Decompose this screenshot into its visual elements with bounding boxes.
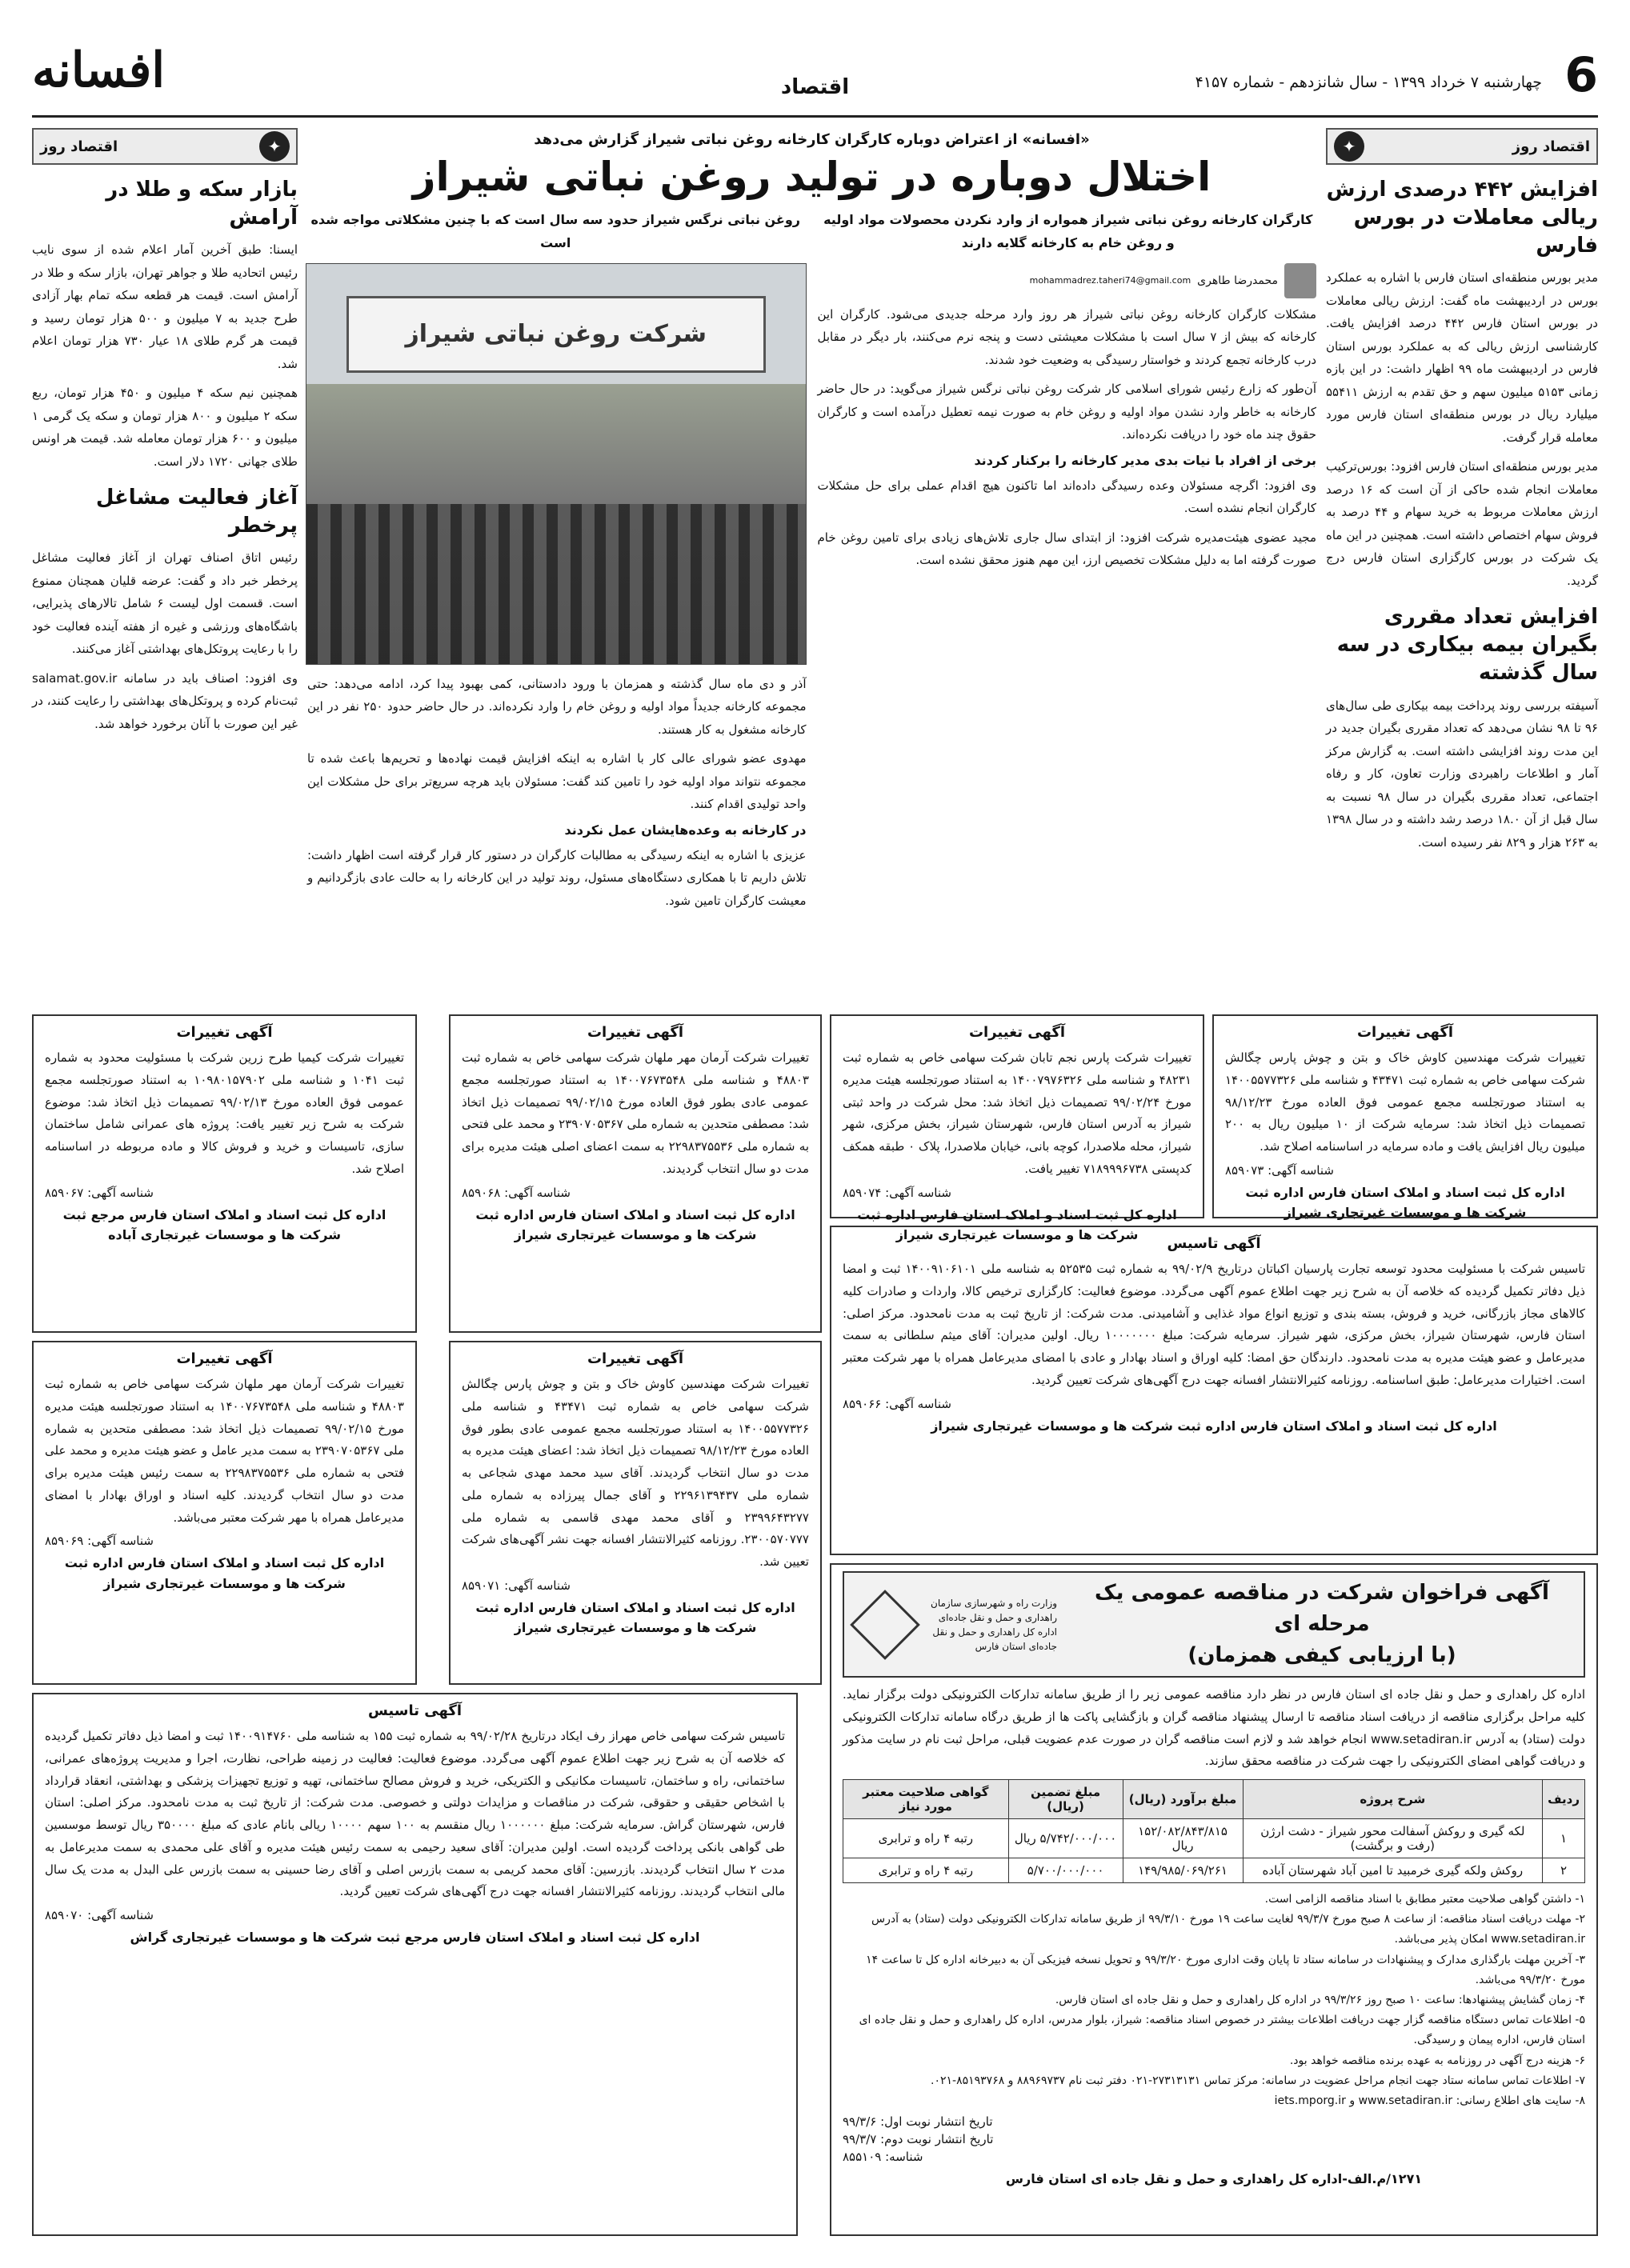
story-title: آغاز فعالیت مشاغل پرخطر	[95, 486, 298, 538]
list-item: ۸- سایت های اطلاع رسانی: www.setadiran.ir و iets.mporg.ir	[1274, 2094, 1585, 2107]
story-paragraph: مهدوی عضو شورای عالی کار با اشاره به اینکه افزایش قیمت نهاده‌ها و تحریم‌ها باعث شده تا مجموعه نتواند مواد اولیه خود را تامین کند گفت: مسئولان باید هرچه سریع‌تر برای حل مشکلات این واحد تولیدی اقدام کنند.	[307, 751, 807, 812]
column-header: مبلغ برآورد (ریال)	[1123, 1780, 1243, 1819]
main-story	[307, 128, 1316, 1004]
story-title: افزایش تعداد مقرری بگیران بیمه بیکاری در سه سال گذشته	[1336, 605, 1598, 686]
table-cell: ۱	[1543, 1819, 1585, 1858]
story-kicker: «افسانه» از اعتراض دوباره کارگران کارخانه روغن نباتی شیراز گزارش می‌دهد	[534, 131, 1090, 148]
founding-notice	[830, 1226, 1598, 1555]
tender-title-line: (با ارزیابی کیفی همزمان)	[1187, 1643, 1456, 1667]
notice-body: تاسیس شرکت سهامی خاص مهراز رف ایکاد درتاریخ ۹۹/۰۲/۲۸ به شماره ثبت ۱۵۵ به شناسه ملی ۱۴۰۰۹۱۴۷۶۰ ثبت و امضا ذیل دفاتر تکمیل گردیده که خلاصه آن به شرح زیر جهت اطلاع عموم آگهی می‌گردد. موضوع فعالیت: فعالیت در زمینه طراحی، نظارت، اجرا و مدیریت پروژه‌های عمرانی، ساختمانی، راه و ساختمان، تاسیسات مکانیکی و الکتریکی، خرید و فروش مصالح ساختمانی، تهیه و توزیع تجهیزات پزشکی و بهداشتی، انعقاد قرارداد با اشخاص حقیقی و حقوقی، شرکت در مناقصات و مزایدات دولتی و خصوصی. مدت شرکت: از تاریخ ثبت به مدت نامحدود. مرکز اصلی: استان فارس، شهرستان گراش. سرمایه شرکت: مبلغ ۱۰۰۰۰۰۰ ریال منقسم به ۱۰۰ سهم ۱۰۰۰۰ ریالی بانام عادی که مبلغ ۳۵۰۰۰۰ ریال توسط موسسین طی گواهی بانکی پرداخت گردیده است. اولین مدیران: آقای سعید رحیمی به سمت رئیس هیئت مدیره و آقای علی محمدی به سمت مدیرعامل به مدت ۲ سال انتخاب گردیدند. بازرسین: آقای محمد کریمی به سمت بازرس اصلی و آقای رضا حسینی به سمت بازرس علی البدل به مدت یک سال مالی انتخاب گردیدند. روزنامه کثیرالانتشار افسانه جهت درج آگهی‌های شرکت تعیین گردید.	[45, 1729, 786, 1899]
notice-title: آگهی تاسیس	[1167, 1235, 1261, 1252]
table-cell: ۵/۷۴۲/۰۰۰/۰۰۰ ریال	[1008, 1819, 1123, 1858]
story-paragraph: رئیس اتاق اصناف تهران از آغاز فعالیت مشاغل پرخطر خبر داد و گفت: عرضه قلیان همچنان ممنوع است. قسمت اول لیست ۶ شامل تالارهای پذیرایی، باشگاه‌های ورزشی و غیره از هفته آینده فعالیت خود را با رعایت پروتکل‌های بهداشتی آغاز می‌کنند.	[32, 550, 298, 657]
story-paragraph: مجید عضوی هیئت‌مدیره شرکت افزود: از ابتدای سال جاری تلاش‌های زیادی برای تامین روغن خام صورت گرفته اما به دلیل مشکلات تخصیص ارز، این مهم هنوز محقق نشده است.	[817, 530, 1316, 568]
workers-crowd	[306, 504, 806, 664]
table-header-row	[843, 1780, 1585, 1819]
story-paragraph: ایسنا: طبق آخرین آمار اعلام شده از سوی نایب رئیس اتحادیه طلا و جواهر تهران، بازار سکه و طلا در آرامش است. قیمت هر قطعه سکه تمام بهار آزادی طرح جدید به ۷ میلیون و ۵۰۰ هزار تومان رسید و قیمت هر گرم طلای ۱۸ عیار ۷۳۰ هزار تومان اعلام شد.	[32, 242, 298, 371]
author-avatar	[1284, 263, 1316, 298]
notice-code: شناسه: ۸۵۵۱۰۹	[843, 2150, 923, 2165]
legal-notice	[32, 1014, 417, 1333]
ministry-logo-icon	[850, 1590, 920, 1660]
notice-body: تغییرات شرکت مهندسین کاوش خاک و بتن و چوش پارس چگالش شرکت سهامی خاص به شماره ثبت ۴۳۴۷۱ و شناسه ملی ۱۴۰۰۵۵۷۷۳۲۶ به استناد صورتجلسه مجمع عمومی عادی بطور فوق العاده مورخ ۹۸/۱۲/۲۳ تصمیمات ذیل اتخاذ شد: اعضای هیئت مدیره به مدت دو سال انتخاب گردیدند. آقای سید محمد مهدی شجاعی به شماره ملی ۲۲۹۶۱۳۹۴۳۷ و آقای جمال پیرزاده به شماره ملی ۲۳۹۹۶۴۳۲۷۷ و آقای محمد مهدی قاسمی به شماره ملی ۲۳۰۰۵۷۰۷۷۷. روزنامه کثیرالانتشار افسانه جهت نشر آگهی‌های شرکت تعیین شد.	[462, 1377, 810, 1569]
story-paragraph: مشکلات کارگران کارخانه روغن نباتی شیراز هر روز وارد مرحله جدیدی می‌شود. کارگران این کارخانه که بیش از ۷ سال است با مشکلات معیشتی دست و پنجه نرم می‌کنند، بار دیگر در مقابل درب کارخانه تجمع کردند و خواستار رسیدگی به وضعیت خود شدند.	[817, 306, 1316, 367]
tender-table	[843, 1779, 1585, 1883]
table-cell: ۲	[1543, 1858, 1585, 1883]
story-paragraph: وی افزود: اگرچه مسئولان وعده رسیدگی داده‌اند اما تاکنون هیچ اقدام عملی برای حل مشکلات کارگران انجام نشده است.	[817, 478, 1316, 516]
notice-code: شناسه آگهی: ۸۵۹۰۶۷	[45, 1185, 154, 1200]
masthead	[32, 42, 1598, 118]
column-header: گواهی صلاحیت معتبر مورد نیاز	[843, 1780, 1009, 1819]
publish-date: تاریخ انتشار نوبت اول: ۹۹/۳/۶	[843, 2114, 993, 2130]
column-header	[32, 128, 298, 165]
table-cell: ۵/۷۰۰/۰۰۰/۰۰۰	[1008, 1858, 1123, 1883]
notice-code: شناسه آگهی: ۸۵۹۰۷۳	[1225, 1162, 1334, 1178]
table-cell: روکش ولکه گیری خرمبید تا امین آباد شهرستان آباده	[1243, 1858, 1543, 1883]
notice-footer: اداره کل ثبت اسناد و املاک استان فارس مرجع ثبت شرکت ها و موسسات غیرتجاری آباده	[62, 1206, 386, 1243]
story-body	[307, 263, 1316, 919]
story-text-column	[307, 263, 807, 919]
column-header: شرح پروژه	[1243, 1780, 1543, 1819]
notice-code: شناسه آگهی: ۸۵۹۰۶۶	[843, 1396, 951, 1411]
left-news-column	[32, 128, 298, 1004]
tender-notes	[843, 1890, 1585, 2111]
legal-notice	[449, 1341, 822, 1685]
author-name: محمدرضا طاهری	[1197, 274, 1278, 287]
section-badge-icon: ✦	[1334, 131, 1364, 162]
column-header: ردیف	[1543, 1780, 1585, 1819]
list-item: ۴- زمان گشایش پیشنهادها: ساعت ۱۰ صبح روز ۹۹/۳/۲۶ در اداره کل راهداری و حمل و نقل جاده ای استان فارس.	[1055, 1993, 1585, 2006]
notice-title: آگهی تغییرات	[587, 1024, 684, 1041]
story-paragraph: مدیر بورس منطقه‌ای استان فارس با اشاره به عملکرد بورس در اردیبهشت ماه گفت: ارزش ریالی معاملات در بورس استان فارس ۴۴۲ درصد افزایش یافت. کارشناسی ارزش ریالی که به عملکرد بورس استان فارس در اردیبهشت ماه ۹۹ اظهار داشت: در این بازه زمانی ۵۱۵۳ میلیون سهم و حق تقدم به ارزش ۵۵۴۱۱ میلیارد ریال در بورس منطقه‌ای استان فارس مورد معامله قرار گرفت.	[1326, 270, 1599, 445]
story-paragraph: آسیفته بررسی روند پرداخت بیمه بیکاری طی سال‌های ۹۶ تا ۹۸ نشان می‌دهد که تعداد مقرری بگیران جدید در این مدت روند افزایشی داشته است. به گزارش مرکز آمار و اطلاعات راهبردی وزارت تعاون، کار و رفاه اجتماعی، تعداد مقرری بگیران در سال ۹۸ نسبت به سال قبل از آن ۱۸.۰ درصد رشد داشته و در سال ۱۳۹۸ به ۲۶۳ هزار و ۸۲۹ نفر رسیده است.	[1326, 698, 1598, 850]
legal-notice	[449, 1014, 822, 1333]
notice-footer: اداره کل ثبت اسناد و املاک استان فارس اداره ثبت شرکت ها و موسسات غیرتجاری شیراز	[931, 1418, 1497, 1434]
story-paragraph: همچنین نیم سکه ۴ میلیون و ۴۵۰ هزار تومان، ربع سکه ۲ میلیون و ۸۰۰ هزار تومان و سکه یک گرمی ۱ میلیون و ۶۰۰ هزار تومان معامله شد. قیمت هر اونس طلای جهانی ۱۷۲۰ دلار است.	[32, 386, 298, 469]
story-paragraph: مدیر بورس منطقه‌ای استان فارس افزود: بورس‌ترکیب معاملات انجام شده حاکی از آن است که ۱۶ درصد ارزش معاملات مربوط به خرید سهام و ۴۴ درصد به فروش سهام اختصاص داشته است. همچنین در این ماه یک شرکت در بورس کارگزاری استان فارس درج گردید.	[1326, 459, 1599, 588]
legal-notice	[32, 1341, 417, 1685]
newspaper-logo: افسانه	[32, 42, 166, 98]
story-leads	[307, 209, 1316, 263]
notice-footer: اداره کل ثبت اسناد و املاک استان فارس اداره ثبت شرکت ها و موسسات غیرتجاری شیراز	[1245, 1184, 1565, 1221]
notice-title: آگهی تاسیس	[367, 1702, 462, 1719]
notice-body: تغییرات شرکت کیمیا طرح زرین شرکت با مسئولیت محدود به شماره ثبت ۱۰۴۱ و شناسه ملی ۱۰۹۸۰۱۵۷۹۰۲ به استناد صورتجلسه مجمع عمومی فوق العاده مورخ ۹۹/۰۲/۱۳ تصمیمات ذیل اتخاذ شد: موضوع شرکت به شرح زیر تغییر یافت: پروژه های عمرانی شامل ساختمان سازی، تاسیسات و خرید و فروش کالا و ماده مربوطه در اساسنامه اصلاح شد.	[45, 1050, 404, 1176]
story-subhead: برخی از افراد با نیات بدی مدیر کارخانه را برکنار کردند	[974, 452, 1316, 468]
notice-footer: اداره کل ثبت اسناد و املاک استان فارس اداره ثبت شرکت ها و موسسات غیرتجاری شیراز	[64, 1555, 385, 1591]
notice-title: آگهی تغییرات	[968, 1024, 1066, 1041]
notice-title: آگهی تغییرات	[587, 1350, 684, 1367]
story-paragraph: آن‌طور که زارع رئیس شورای اسلامی کار شرکت روغن نباتی نرگس شیراز می‌گوید: در حال حاضر کارخانه به خاطر وارد نشدن مواد اولیه و روغن خام به صورت نیمه تعطیل درآمده است و کارگران حقوق چند ماه خود را دریافت نکرده‌اند.	[817, 382, 1316, 442]
table-row	[843, 1819, 1585, 1858]
story-lead: کارگران کارخانه روغن نباتی شیراز همواره از وارد نکردن محصولات مواد اولیه و روغن خام به کارخانه گلایه دارند	[823, 212, 1313, 250]
list-item: ۱- داشتن گواهی صلاحیت معتبر مطابق با اسناد مناقصه الزامی است.	[1264, 1893, 1585, 1906]
legal-notice	[1212, 1014, 1598, 1221]
founding-notice	[32, 1693, 798, 2236]
date-line: چهارشنبه ۷ خرداد ۱۳۹۹ - سال شانزدهم - شماره ۴۱۵۷	[1195, 74, 1542, 91]
factory-protest-photo	[306, 263, 807, 665]
notice-title: آگهی تغییرات	[176, 1024, 273, 1041]
byline	[818, 263, 1317, 298]
factory-sign: شرکت روغن نباتی شیراز	[346, 296, 766, 373]
story-text-column	[818, 263, 1317, 919]
notice-body: تغییرات شرکت آرمان مهر ملهان شرکت سهامی خاص به شماره ثبت ۴۸۸۰۳ و شناسه ملی ۱۴۰۰۷۶۷۳۵۴۸ به استناد صورتجلسه هیئت مدیره مورخ ۹۹/۰۲/۱۵ تصمیمات ذیل اتخاذ شد: مصطفی متحدین به شماره ملی ۲۳۹۰۷۰۵۳۶۷ به سمت مدیر عامل و عضو هیئت مدیره و محمد علی فتحی به شماره ملی ۲۲۹۸۳۷۵۵۳۶ به سمت رئیس هیئت مدیره برای مدت دو سال انتخاب گردیدند. کلیه اسناد و اوراق بهادار با امضای مدیرعامل همراه با مهر شرکت معتبر می‌باشد.	[45, 1377, 405, 1525]
notice-code: شناسه آگهی: ۸۵۹۰۷۰	[45, 1908, 154, 1922]
section-badge-icon: ✦	[259, 131, 290, 162]
story-subhead: در کارخانه به وعده‌هایشان عمل نکردند	[564, 822, 807, 838]
story-headline: اختلال دوباره در تولید روغن نباتی شیراز	[412, 154, 1211, 200]
notice-code: شناسه آگهی: ۸۵۹۰۷۱	[462, 1578, 571, 1593]
tender-header	[843, 1571, 1585, 1678]
story-lead: روغن نباتی نرگس شیراز حدود سه سال است که با چنین مشکلاتی مواجه شده است	[310, 212, 800, 250]
column-header: مبلغ تضمین (ریال)	[1008, 1780, 1123, 1819]
notice-code: شناسه آگهی: ۸۵۹۰۶۸	[462, 1185, 571, 1200]
list-item: ۶- هزینه درج آگهی در روزنامه به عهده برنده مناقصه خواهد بود.	[1289, 2054, 1585, 2067]
legal-notice	[830, 1014, 1204, 1243]
list-item: ۷- اطلاعات تماس سامانه ستاد جهت انجام مراحل عضویت در سامانه: مرکز تماس ۲۷۳۱۳۱۳۱-۰۲۱ دفتر ثبت نام ۸۸۹۶۹۷۳۷ و ۸۵۱۹۳۷۶۸-۰۲۱.	[931, 2074, 1585, 2087]
list-item: ۳- آخرین مهلت بارگذاری مدارک و پیشنهادات در سامانه ستاد تا پایان وقت اداری مورخ ۹۹/۳/۲۰ و تحویل نسخه فیزیکی آن به دبیرخانه اداره کل تا ساعت ۱۴ مورخ ۹۹/۳/۲۰ می‌باشد.	[866, 1953, 1585, 1986]
notice-title: آگهی تغییرات	[1356, 1024, 1454, 1041]
list-item: ۵- اطلاعات تماس دستگاه مناقصه گزار جهت دریافت اطلاعات بیشتر در خصوص اسناد مناقصه: شیراز، بلوار مدرس، اداره کل راهداری و حمل و نقل جاده ای استان فارس، اداره پیمان و رسیدگی.	[859, 2014, 1585, 2047]
notice-code: شناسه آگهی: ۸۵۹۰۶۹	[45, 1534, 154, 1549]
publish-date: تاریخ انتشار نوبت دوم: ۹۹/۳/۷	[843, 2132, 994, 2147]
notice-title: آگهی تغییرات	[176, 1350, 273, 1367]
story-title: بازار سکه و طلا در آرامش	[106, 178, 298, 230]
tender-intro: اداره کل راهداری و حمل و نقل جاده ای استان فارس در نظر دارد مناقصه عمومی زیر را از طریق سامانه تدارکات الکترونیکی دولت برگزار نماید. کلیه مراحل برگزاری مناقصه از دریافت اسناد مناقصه تا ارسال پیشنهاد مناقصه گران و بازگشایی پاکت ها از طریق درگاه سامانه تدارکات الکترونیکی دولت (ستاد) به آدرس www.setadiran.ir انجام خواهد شد و لازم است مناقصه گران در صورت عدم عضویت قبلی، مراحل ثبت نام در سایت مذکور و دریافت گواهی امضای الکترونیکی را جهت شرکت در مناقصه محقق سازند.	[843, 1687, 1585, 1769]
notice-body: تغییرات شرکت آرمان مهر ملهان شرکت سهامی خاص به شماره ثبت ۴۸۸۰۳ و شناسه ملی ۱۴۰۰۷۶۷۳۵۴۸ به استناد صورتجلسه مجمع عمومی عادی بطور فوق العاده مورخ ۹۹/۰۲/۱۵ تصمیمات ذیل اتخاذ شد: مصطفی متحدین به شماره ملی ۲۳۹۰۷۰۵۳۶۷ و محمد علی فتحی به شماره ملی ۲۲۹۸۳۷۵۵۳۶ به سمت اعضای اصلی هیئت مدیره برای مدت دو سال انتخاب گردیدند.	[462, 1050, 810, 1176]
notice-footer: اداره کل ثبت اسناد و املاک استان فارس اداره ثبت شرکت ها و موسسات غیرتجاری شیراز	[857, 1206, 1177, 1243]
table-cell: ۱۴۹/۹۸۵/۰۶۹/۲۶۱	[1123, 1858, 1243, 1883]
right-news-column	[1326, 128, 1598, 1004]
story-paragraph: آذر و دی ماه سال گذشته و همزمان با ورود دادستانی، کمی بهبود پیدا کرد، ادامه می‌دهد: حتی مجموعه کارخانه جدیداً مواد اولیه و روغن خام را وارد نکرده‌اند. در حال حاضر حدود ۲۵۰ نفر در این کارخانه مشغول به کار هستند.	[307, 676, 807, 737]
table-cell: ۱۵۲/۰۸۲/۸۴۳/۸۱۵ ریال	[1123, 1819, 1243, 1858]
list-item: ۲- مهلت دریافت اسناد مناقصه: از ساعت ۸ صبح مورخ ۹۹/۳/۷ لغایت ساعت ۱۹ مورخ ۹۹/۳/۱۰ از طریق سامانه تدارکات الکترونیکی دولت (ستاد) به آدرس www.setadiran.ir امکان پذیر می‌باشد.	[871, 1913, 1585, 1946]
column-header	[1326, 128, 1598, 165]
tender-footer: ۱۲۷۱/م.الف-اداره کل راهداری و حمل و نقل جاده ای استان فارس	[1005, 2171, 1423, 2187]
table-cell: لکه گیری و روکش آسفالت محور شیراز - دشت ارژن (رفت و برگشت)	[1243, 1819, 1543, 1858]
tender-title-line: آگهی فراخوان شرکت در مناقصه عمومی یک مرحله ای	[1095, 1581, 1549, 1636]
notice-footer: اداره کل ثبت اسناد و املاک استان فارس اداره ثبت شرکت ها و موسسات غیرتجاری شیراز	[475, 1599, 795, 1636]
author-email: mohammadrez.taheri74@gmail.com	[1029, 275, 1191, 286]
section-title: اقتصاد	[780, 75, 850, 99]
tender-title	[1068, 1578, 1576, 1671]
story-paragraph: وی افزود: اصناف باید در سامانه salamat.gov.ir ثبت‌نام کرده و پروتکل‌های بهداشتی را رعایت کنند، در غیر این صورت با آنان برخورد خواهد شد.	[32, 670, 298, 731]
notice-footer: اداره کل ثبت اسناد و املاک استان فارس مرجع ثبت شرکت ها و موسسات غیرتجاری گراش	[130, 1930, 700, 1945]
column-label: اقتصاد روز	[1512, 138, 1590, 155]
tender-notice	[830, 1563, 1598, 2236]
table-cell: رتبه ۴ راه و ترابری	[843, 1819, 1009, 1858]
column-label: اقتصاد روز	[40, 138, 118, 155]
org-name: وزارت راه و شهرسازی سازمان راهداری و حمل و نقل جاده‌ای اداره کل راهداری و حمل و نقل جاده‌ای استان فارس	[931, 1597, 1057, 1652]
story-paragraph: عزیزی با اشاره به اینکه رسیدگی به مطالبات کارگران در دستور کار قرار گرفته است اظهار داشت: تلاش داریم تا با همکاری دستگاه‌های مسئول، روند تولید در این کارخانه را به حالت عادی بازگردانیم و معیشت کارگران تامین شود.	[307, 847, 807, 908]
page-number: 6	[1564, 47, 1598, 103]
story-title: افزایش ۴۴۲ درصدی ارزش ریالی معاملات در بورس فارس	[1326, 178, 1598, 258]
table-cell: رتبه ۴ راه و ترابری	[843, 1858, 1009, 1883]
notice-body: تاسیس شرکت با مسئولیت محدود توسعه تجارت پارسیان اکباتان درتاریخ ۹۹/۰۲/۹ به شماره ثبت ۵۲۵۳۵ به شناسه ملی ۱۴۰۰۹۱۰۶۱۰۱ ثبت و امضا ذیل دفاتر تکمیل گردیده که خلاصه آن به شرح زیر جهت اطلاع عموم آگهی می‌گردد. موضوع فعالیت: کارگزاری ترخیص کالا، واردات و صادرات کلیه کالاهای مجاز بازرگانی، خرید و فروش، بسته بندی و توزیع انواع مواد غذایی و آشامیدنی. مدت شرکت: از تاریخ ثبت به مدت نامحدود. مرکز اصلی: استان فارس، شهرستان شیراز، بخش مرکزی، شهر شیراز. سرمایه شرکت: مبلغ ۱۰۰۰۰۰۰۰ ریال. اولین مدیران: آقای میثم سلطانی به سمت مدیرعامل و عضو هیئت مدیره به مدت نامحدود. دارندگان حق امضا: کلیه اوراق و اسناد بهادار و عادی با امضای مدیرعامل همراه با مهر شرکت معتبر است. اختیارات مدیرعامل: طبق اساسنامه. روزنامه کثیرالانتشار افسانه جهت درج آگهی‌های شرکت تعیین گردید.	[843, 1262, 1585, 1387]
notice-code: شناسه آگهی: ۸۵۹۰۷۴	[843, 1185, 951, 1200]
notice-body: تغییرات شرکت مهندسین کاوش خاک و بتن و چوش پارس چگالش شرکت سهامی خاص به شماره ثبت ۴۳۴۷۱ و شناسه ملی ۱۴۰۰۵۵۷۷۳۲۶ به استناد صورتجلسه مجمع عمومی فوق العاده مورخ ۹۸/۱۲/۲۳ تصمیمات ذیل اتخاذ شد: سرمایه شرکت از ۱۰ میلیون ریال به ۲۰۰ میلیون ریال افزایش یافت و ماده سرمایه در اساسنامه اصلاح شد.	[1225, 1050, 1585, 1154]
table-row	[843, 1858, 1585, 1883]
notice-body: تغییرات شرکت پارس نجم تابان شرکت سهامی خاص به شماره ثبت ۴۸۲۳۱ و شناسه ملی ۱۴۰۰۷۹۷۶۳۲۶ به استناد صورتجلسه هیئت مدیره مورخ ۹۹/۰۲/۲۴ تصمیمات ذیل اتخاذ شد: محل شرکت در واحد ثبتی شیراز به آدرس استان فارس، شهرستان شیراز، بخش مرکزی، شهر شیراز، محله ملاصدرا، کوچه بانی، خیابان ملاصدرا، پلاک ۰ طبقه همکف کدپستی ۷۱۸۹۹۹۶۷۳۸ تغییر یافت.	[843, 1050, 1191, 1176]
notice-footer: اداره کل ثبت اسناد و املاک استان فارس اداره ثبت شرکت ها و موسسات غیرتجاری شیراز	[475, 1206, 795, 1243]
